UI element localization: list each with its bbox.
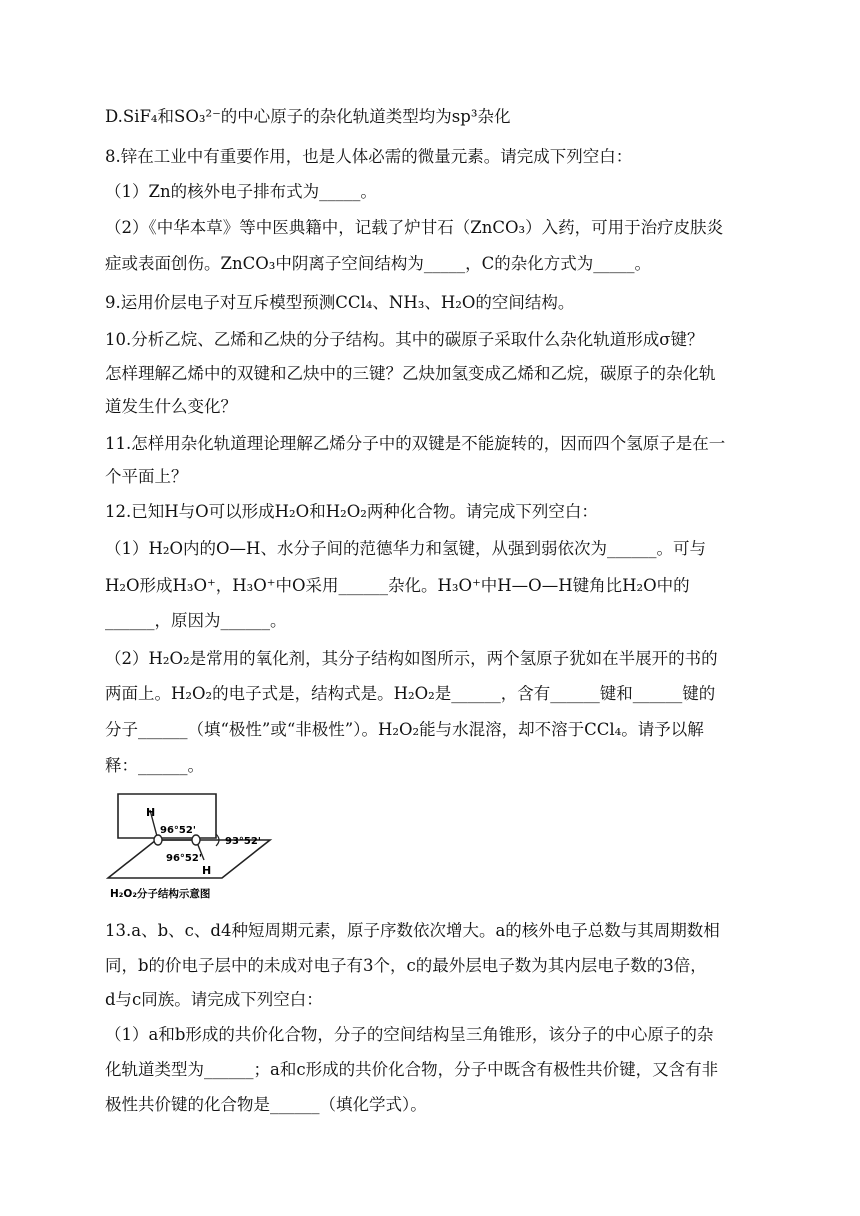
question-12-part-1-line-2: H₂O形成H₃O⁺，H₃O⁺中O采用______杂化。H₃O⁺中H—O—H键角比H₂O中的: [105, 576, 690, 595]
angle-label-3: 93°52': [225, 836, 261, 847]
question-12-part-2-line-3: 分子______（填“极性”或“非极性”）。H₂O₂能与水混溶，却不溶于CCl₄。请予以解: [105, 720, 704, 739]
question-10-line-3: 道发生什么变化？: [105, 397, 237, 416]
question-12-part-1-line-3: ______，原因为______。: [105, 611, 287, 630]
h2o2-structure-figure: [106, 790, 280, 902]
question-13-line-3: d与c同族。请完成下列空白：: [105, 990, 323, 1009]
question-10-line-1: 10.分析乙烷、乙烯和乙炔的分子结构。其中的碳原子采取什么杂化轨道形成σ键？: [105, 330, 704, 349]
question-12-part-2-line-1: （2）H₂O₂是常用的氧化剂，其分子结构如图所示，两个氢原子犹如在半展开的书的: [105, 649, 718, 668]
question-13-part-1-line-2: 化轨道类型为______；a和c形成的共价化合物，分子中既含有极性共价键，又含有非: [105, 1060, 719, 1079]
question-8-stem: 8.锌在工业中有重要作用，也是人体必需的微量元素。请完成下列空白：: [105, 147, 633, 166]
hydrogen-label-top: H: [146, 806, 156, 819]
question-13-part-1-line-3: 极性共价键的化合物是______（填化学式）。: [105, 1095, 427, 1114]
question-12-stem: 12.已知H与O可以形成H₂O和H₂O₂两种化合物。请完成下列空白：: [105, 502, 598, 521]
question-11-line-2: 个平面上？: [105, 467, 188, 486]
question-8-part-2-line-2: 症或表面创伤。ZnCO₃中阴离子空间结构为_____，C的杂化方式为_____。: [105, 254, 651, 273]
oxygen-atom-1: [154, 835, 162, 845]
question-10-line-2: 怎样理解乙烯中的双键和乙炔中的三键？乙炔加氢变成乙烯和乙烷，碳原子的杂化轨: [105, 364, 716, 383]
question-13-line-1: 13.a、b、c、d4种短周期元素，原子序数依次增大。a的核外电子总数与其周期数相: [105, 921, 720, 940]
figure-caption: H₂O₂分子结构示意图: [110, 888, 211, 900]
option-d-line: D.SiF₄和SO₃²⁻的中心原子的杂化轨道类型均为sp³杂化: [105, 107, 511, 126]
question-8-part-2-line-1: （2）《中华本草》等中医典籍中，记载了炉甘石（ZnCO₃）入药，可用于治疗皮肤炎: [105, 218, 724, 237]
question-8-part-1: （1）Zn的核外电子排布式为_____。: [105, 182, 377, 201]
question-13-part-1-line-1: （1）a和b形成的共价化合物，分子的空间结构呈三角锥形，该分子的中心原子的杂: [105, 1025, 714, 1044]
question-12-part-2-line-2: 两面上。H₂O₂的电子式是，结构式是。H₂O₂是______，含有______键和______键的: [105, 684, 716, 703]
oxygen-atom-2: [192, 835, 200, 845]
angle-label-2: 96°52': [166, 853, 202, 864]
question-11-line-1: 11.怎样用杂化轨道理论理解乙烯分子中的双键是不能旋转的，因而四个氢原子是在一: [105, 434, 726, 453]
question-9: 9.运用价层电子对互斥模型预测CCl₄、NH₃、H₂O的空间结构。: [105, 293, 575, 312]
hydrogen-label-bottom: H: [202, 864, 212, 877]
angle-label-1: 96°52': [160, 825, 196, 836]
question-13-line-2: 同，b的价电子层中的未成对电子有3个，c的最外层电子数为其内层电子数的3倍，: [105, 956, 707, 975]
question-12-part-2-line-4: 释：______。: [105, 756, 204, 775]
question-12-part-1-line-1: （1）H₂O内的O—H、水分子间的范德华力和氢键，从强到弱依次为______。可与: [105, 539, 706, 558]
